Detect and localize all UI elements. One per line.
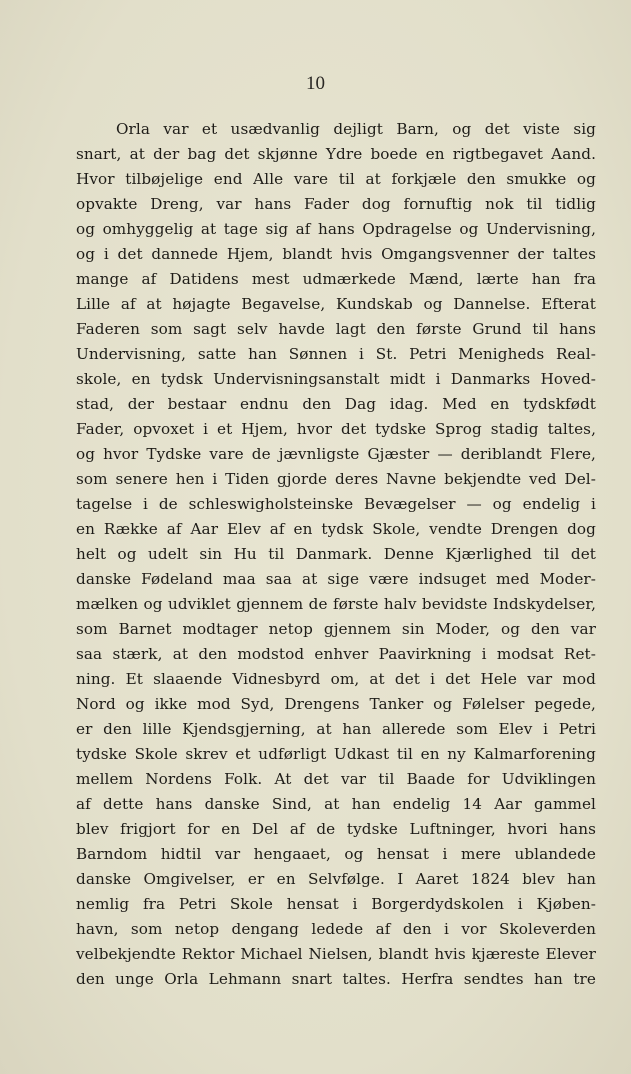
text-line: tagelse i de schleswigholsteinske Bevægelser — og endelig i bbox=[76, 495, 596, 513]
text-line: Undervisning, satte han Sønnen i St. Petri Menigheds Real- bbox=[76, 345, 596, 363]
text-line: havn, som netop dengang ledede af den i vor Skoleverden bbox=[76, 920, 596, 938]
text-line: mellem Nordens Folk. At det var til Baade for Udviklingen bbox=[76, 770, 596, 788]
text-line: nemlig fra Petri Skole hensat i Borgerdydskolen i Kjøben- bbox=[76, 895, 596, 913]
body-text bbox=[76, 117, 596, 992]
page-number: 10 bbox=[306, 73, 325, 94]
text-line: Faderen som sagt selv havde lagt den første Grund til hans bbox=[76, 320, 596, 338]
text-line: og hvor Tydske vare de jævnligste Gjæster — deriblandt Flere, bbox=[76, 445, 596, 463]
text-line: ning. Et slaaende Vidnesbyrd om, at det i det Hele var mod bbox=[76, 670, 596, 688]
text-line: saa stærk, at den modstod enhver Paavirkning i modsat Ret- bbox=[76, 645, 596, 663]
text-line: som senere hen i Tiden gjorde deres Navne bekjendte ved Del- bbox=[76, 470, 596, 488]
text-line: velbekjendte Rektor Michael Nielsen, blandt hvis kjæreste Elever bbox=[76, 945, 596, 963]
text-line: Nord og ikke mod Syd, Drengens Tanker og Følelser pegede, bbox=[76, 695, 596, 713]
text-line: af dette hans danske Sind, at han endelig 14 Aar gammel bbox=[76, 795, 596, 813]
text-line: tydske Skole skrev et udførligt Udkast til en ny Kalmarforening bbox=[76, 745, 596, 763]
text-line: Lille af at højagte Begavelse, Kundskab og Dannelse. Efterat bbox=[76, 295, 596, 313]
text-line: snart, at der bag det skjønne Ydre boede en rigtbegavet Aand. bbox=[76, 145, 596, 163]
text-line: som Barnet modtager netop gjennem sin Moder, og den var bbox=[76, 620, 596, 638]
text-line: Fader, opvoxet i et Hjem, hvor det tydske Sprog stadig taltes, bbox=[76, 420, 596, 438]
text-line: Barndom hidtil var hengaaet, og hensat i mere ublandede bbox=[76, 845, 596, 863]
text-line: Hvor tilbøjelige end Alle vare til at forkjæle den smukke og bbox=[76, 170, 596, 188]
text-line: stad, der bestaar endnu den Dag idag. Med en tydskfødt bbox=[76, 395, 596, 413]
text-line: danske Fødeland maa saa at sige være indsuget med Moder- bbox=[76, 570, 596, 588]
text-line: opvakte Dreng, var hans Fader dog fornuftig nok til tidlig bbox=[76, 195, 596, 213]
text-line: skole, en tydsk Undervisningsanstalt midt i Danmarks Hoved- bbox=[76, 370, 596, 388]
text-line: den unge Orla Lehmann snart taltes. Herfra sendtes han tre bbox=[76, 970, 596, 988]
text-line: og omhyggelig at tage sig af hans Opdragelse og Undervisning, bbox=[76, 220, 596, 238]
text-line: er den lille Kjendsgjerning, at han allerede som Elev i Petri bbox=[76, 720, 596, 738]
text-line: og i det dannede Hjem, blandt hvis Omgangsvenner der taltes bbox=[76, 245, 596, 263]
text-line: mælken og udviklet gjennem de første halv bevidste Indskydelser, bbox=[76, 595, 596, 613]
text-line: blev frigjort for en Del af de tydske Luftninger, hvori hans bbox=[76, 820, 596, 838]
text-line: danske Omgivelser, er en Selvfølge. I Aaret 1824 blev han bbox=[76, 870, 596, 888]
text-line: en Række af Aar Elev af en tydsk Skole, vendte Drengen dog bbox=[76, 520, 596, 538]
text-line: mange af Datidens mest udmærkede Mænd, lærte han fra bbox=[76, 270, 596, 288]
text-line: Orla var et usædvanlig dejligt Barn, og det viste sig bbox=[116, 120, 596, 138]
text-line: helt og udelt sin Hu til Danmark. Denne Kjærlighed til det bbox=[76, 545, 596, 563]
